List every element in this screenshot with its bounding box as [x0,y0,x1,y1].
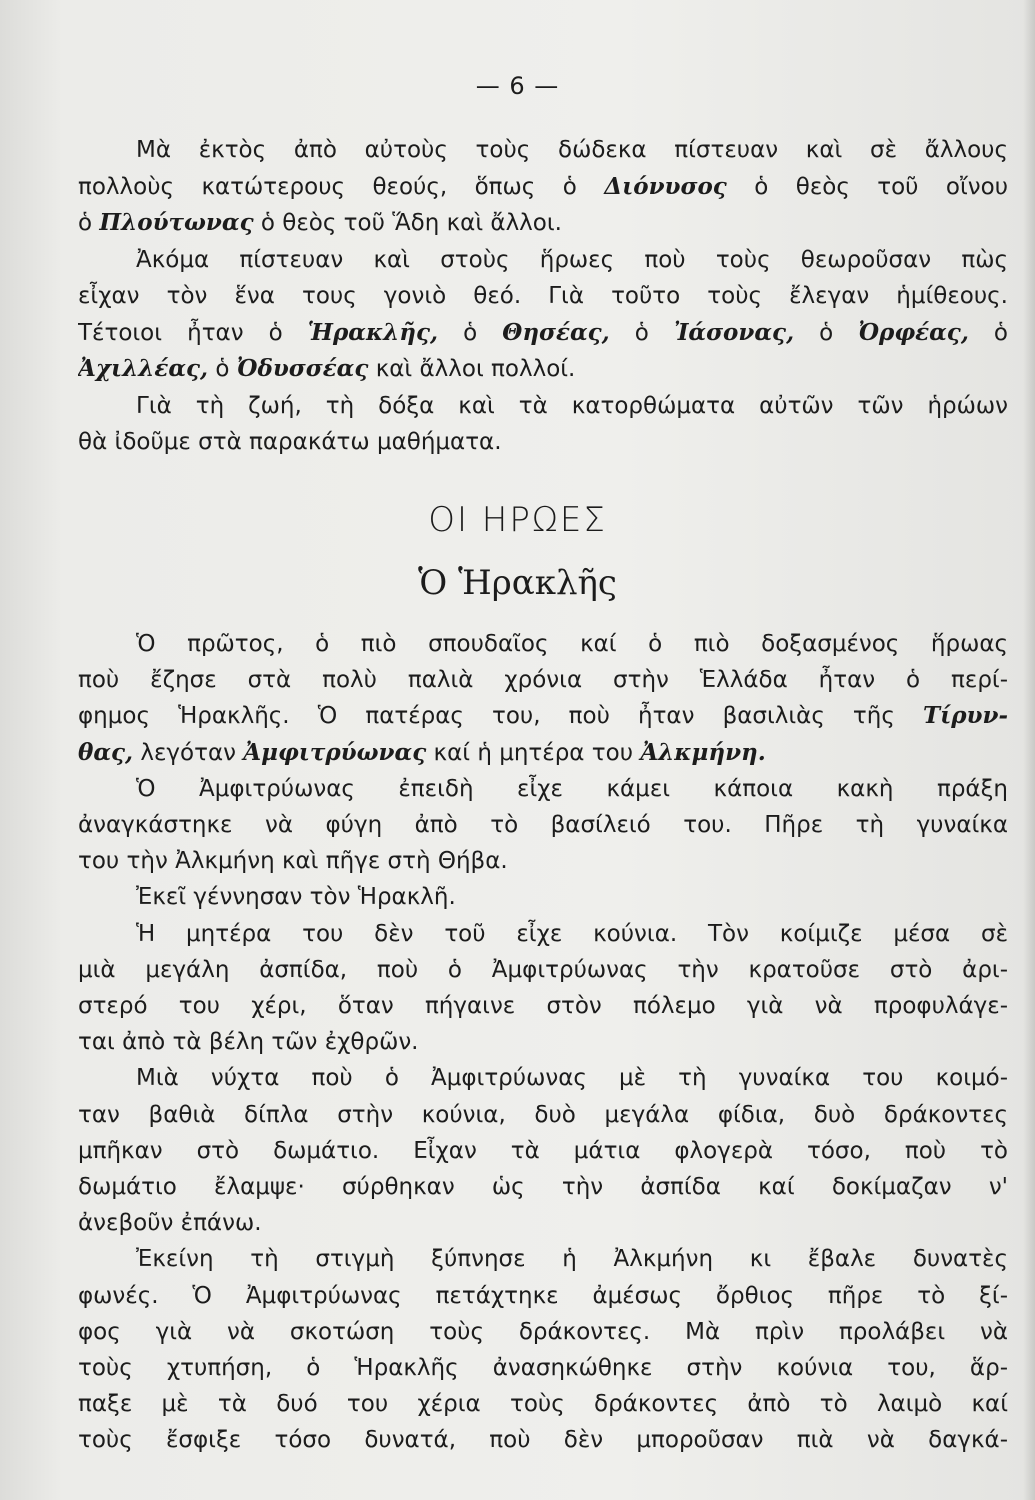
text-line [78,1205,1008,1241]
text-run: Ὁ Ἀμφιτρύωνας ἐπειδὴ εἶχε κάμει κάποια κακὴ πράξη [136,775,1008,802]
text-run: ποὺ ἔζησε στὰ πολὺ παλιὰ χρόνια στὴν Ἑλλάδα ἦταν ὁ περί- [78,667,1008,694]
emphasized-name: Θησέας, [502,318,610,346]
text-line [78,988,1008,1024]
emphasized-name: Τίρυν- [922,702,1008,730]
text-run: Μιὰ νύχτα ποὺ ὁ Ἀμφιτρύωνας μὲ τὴ γυναίκα του κοιμό- [136,1065,1008,1092]
text-line [78,735,1008,771]
text-run: μιὰ μεγάλη ἀσπίδα, ποὺ ὁ Ἀμφιτρύωνας τὴν κρατοῦσε στὸ ἀρι- [78,956,1008,983]
text-run: Ἐκείνη τὴ στιγμὴ ξύπνησε ἡ Ἀλκμήνη κι ἔβαλε δυνατὲς [136,1246,1008,1273]
intro-paragraphs [78,132,1008,461]
text-line [78,205,1008,242]
text-run: ὁ [794,319,859,346]
text-run: Ὁ πρῶτος, ὁ πιὸ σπουδαῖος καί ὁ πιὸ δοξασμένος ἥρωας [136,631,1008,657]
text-line [78,626,1008,662]
text-run: Γιὰ τὴ ζωή, τὴ δόξα καὶ τὰ κατορθώματα αὐτῶν τῶν ἡρώων [136,392,1008,419]
page-number: — 6 — [475,72,560,100]
text-line [78,1169,1008,1205]
text-run: καί ἡ μητέρα του [426,739,641,766]
text-run: του τὴν Ἀλκμήνη καὶ πῆγε στὴ Θήβα. [78,848,508,875]
emphasized-name: Ὀδυσσέας [236,355,369,382]
text-line [78,242,1008,279]
text-line [78,1314,1008,1350]
text-run: Ἡ μητέρα του δὲν τοῦ εἶχε κούνια. Τὸν κοίμιζε μέσα σὲ [136,920,1008,947]
text-line [78,1241,1008,1277]
text-run: ὁ θεὸς τοῦ οἴνου [726,173,1008,200]
emphasized-name: Ἀμφιτρύωνας [243,738,427,766]
text-run: ὁ θεὸς τοῦ Ἅδη καὶ ἄλλοι. [253,210,562,236]
text-run: Μὰ ἐκτὸς ἀπὸ αὐτοὺς τοὺς δώδεκα πίστευαν καὶ σὲ ἄλλους [136,137,1008,163]
text-run: δωμάτιο ἔλαμψε· σύρθηκαν ὡς τὴν ἀσπίδα καί δοκίμαζαν ν' [78,1174,1008,1201]
text-line [78,1133,1008,1169]
text-run: ταν βαθιὰ δίπλα στὴν κούνια, δυὸ μεγάλα φίδια, δυὸ δράκοντες [78,1101,1008,1128]
text-line [78,351,1008,388]
text-run: ἀνεβοῦν ἐπάνω. [78,1210,262,1237]
text-line [78,1422,1008,1458]
emphasized-name: Ἀχιλλέας, [78,355,209,382]
text-line [78,771,1008,807]
text-line [78,807,1008,843]
text-line [78,1350,1008,1386]
text-run: φωνές. Ὁ Ἀμφιτρύωνας πετάχτηκε ἀμέσως ὄρθιος πῆρε τὸ ξί- [78,1282,1008,1309]
text-run: ὁ [78,210,100,236]
text-run: ται ἀπὸ τὰ βέλη τῶν ἐχθρῶν. [78,1029,419,1056]
emphasized-name: Διόνυσος [604,172,727,200]
page-edge-shadow [1023,0,1035,1500]
text-run: φημος Ἡρακλῆς. Ὁ πατέρας του, ποὺ ἦταν βασιλιὰς τῆς [78,703,923,730]
emphasized-name: θας, [78,738,134,766]
emphasized-name: Ἡρακλῆς, [307,318,439,346]
text-line [78,1060,1008,1096]
text-line [78,662,1008,698]
subsection-title: Ὁ Ἡρακλῆς [418,563,617,603]
emphasized-name: Ἀλκμήνη. [640,738,766,766]
text-run: καὶ ἄλλοι πολλοί. [368,356,576,382]
text-line [78,1278,1008,1314]
text-run: τοὺς χτυπήση, ὁ Ἡρακλῆς ἀνασηκώθηκε στὴν κούνια του, ἅρ- [78,1355,1008,1382]
text-line [78,388,1008,425]
emphasized-name: Πλούτωνας [99,209,254,236]
text-run: μπῆκαν στὸ δωμάτιο. Εἶχαν τὰ μάτια φλογερὰ τόσο, ποὺ τὸ [78,1137,1008,1164]
text-run: στερό του χέρι, ὅταν πήγαινε στὸν πόλεμο γιὰ νὰ προφυλάγε- [78,993,1008,1020]
text-run: Τέτοιοι ἦταν ὁ [78,319,308,346]
emphasized-name: Ὀρφέας, [858,318,969,346]
text-line [78,278,1008,315]
text-run: πολλοὺς κατώτερους θεούς, ὅπως ὁ [78,173,605,200]
text-run: λεγόταν [133,739,244,766]
text-run: φος γιὰ νὰ σκοτώση τοὺς δράκοντες. Μὰ πρὶν προλάβει νὰ [78,1318,1008,1345]
text-run: ἀναγκάστηκε νὰ φύγη ἀπὸ τὸ βασίλειό του. Πῆρε τὴ γυναίκα [78,812,1008,839]
text-line [78,1024,1008,1060]
text-line [78,916,1008,952]
section-title: ΟΙ ΗΡΩΕΣ [428,500,607,540]
text-line [78,169,1008,206]
emphasized-name: Ἰάσονας, [673,318,795,346]
text-run: εἶχαν τὸν ἕνα τους γονιὸ θεό. Γιὰ τοῦτο τοὺς ἔλεγαν ἡμίθεους. [78,283,1008,309]
text-line [78,879,1008,915]
text-line [78,698,1008,734]
text-line [78,952,1008,988]
text-run: Ἐκεῖ γέννησαν τὸν Ἡρακλῆ. [136,884,456,911]
text-run: ὁ [609,319,674,346]
text-run: παξε μὲ τὰ δυό του χέρια τοὺς δράκοντες ἀπὸ τὸ λαιμὸ καί [78,1391,1008,1418]
text-line [78,315,1008,352]
text-line [78,424,1008,461]
text-run: Ἀκόμα πίστευαν καὶ στοὺς ἥρωες ποὺ τοὺς θεωροῦσαν πὼς [136,246,1008,273]
text-run: ὁ [968,319,1008,346]
text-line [78,843,1008,879]
text-run: ὁ [208,356,237,382]
text-line [78,1097,1008,1133]
text-line [78,132,1008,169]
text-run: τοὺς ἔσφιξε τόσο δυνατά, ποὺ δὲν μποροῦσαν πιὰ νὰ δαγκά- [78,1427,1008,1454]
text-run: ὁ [438,319,503,346]
story-paragraphs [78,626,1008,1459]
text-line [78,1386,1008,1422]
text-run: θὰ ἰδοῦμε στὰ παρακάτω μαθήματα. [78,429,502,455]
